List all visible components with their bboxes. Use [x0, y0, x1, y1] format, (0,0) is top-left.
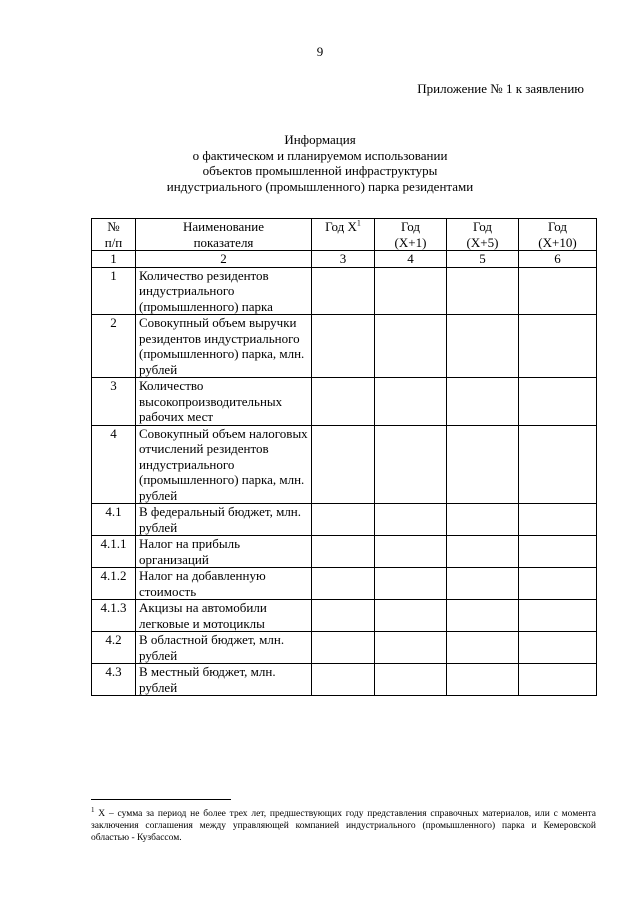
header-year-x5: Год (X+5) [447, 219, 519, 251]
value-year-x5 [447, 378, 519, 426]
indicator-name: Налог на добавленную стоимость [136, 568, 312, 600]
header-year-x1: Год (X+1) [375, 219, 447, 251]
value-year-x5 [447, 664, 519, 696]
title-line-4: индустриального (промышленного) парка резидентами [166, 178, 474, 194]
table-row [92, 378, 597, 426]
value-year-x1 [375, 425, 447, 504]
value-year-x1 [375, 536, 447, 568]
value-year-x10 [519, 267, 597, 315]
value-year-x5 [447, 632, 519, 664]
value-year-x1 [375, 378, 447, 426]
row-number: 4.3 [92, 664, 136, 696]
table-row [92, 632, 597, 664]
row-number: 4.1 [92, 504, 136, 536]
col-number: 6 [519, 251, 597, 268]
col-number: 3 [312, 251, 375, 268]
table-row [92, 536, 597, 568]
footnote-ref: 1 [356, 218, 361, 228]
header-row [92, 219, 597, 251]
row-number: 4.1.1 [92, 536, 136, 568]
table-row [92, 568, 597, 600]
indicators-table [91, 218, 597, 696]
table-row [92, 600, 597, 632]
column-numbers-row [92, 251, 597, 268]
row-number: 3 [92, 378, 136, 426]
value-year-x [312, 632, 375, 664]
value-year-x10 [519, 315, 597, 378]
value-year-x [312, 504, 375, 536]
value-year-x10 [519, 568, 597, 600]
value-year-x [312, 536, 375, 568]
title-line-2: о фактическом и планируемом использовании [192, 147, 448, 163]
value-year-x5 [447, 568, 519, 600]
value-year-x5 [447, 600, 519, 632]
indicator-name: Количество высокопроизводительных рабочих мест [136, 378, 312, 426]
table-row [92, 315, 597, 378]
indicator-name: Совокупный объем налоговых отчислений резидентов индустриального (промышленного) парка, млн. рублей [136, 425, 312, 504]
value-year-x1 [375, 664, 447, 696]
page-number: 9 [316, 44, 324, 59]
header-num: № п/п [92, 219, 136, 251]
value-year-x10 [519, 632, 597, 664]
value-year-x [312, 425, 375, 504]
value-year-x10 [519, 600, 597, 632]
value-year-x10 [519, 664, 597, 696]
value-year-x10 [519, 536, 597, 568]
value-year-x [312, 600, 375, 632]
col-number: 4 [375, 251, 447, 268]
table-row [92, 267, 597, 315]
indicator-name: В областной бюджет, млн. рублей [136, 632, 312, 664]
value-year-x1 [375, 568, 447, 600]
table-row [92, 504, 597, 536]
indicator-name: Количество резидентов индустриального (промышленного) парка [136, 267, 312, 315]
row-number: 4.1.2 [92, 568, 136, 600]
row-number: 1 [92, 267, 136, 315]
indicator-name: В федеральный бюджет, млн. рублей [136, 504, 312, 536]
footnote-divider [91, 799, 231, 800]
col-number: 5 [447, 251, 519, 268]
header-year-x: Год X$^1$ [312, 219, 375, 251]
indicator-name: Налог на прибыль организаций [136, 536, 312, 568]
value-year-x1 [375, 600, 447, 632]
value-year-x5 [447, 425, 519, 504]
document-title [0, 132, 640, 194]
value-year-x10 [519, 378, 597, 426]
value-year-x10 [519, 504, 597, 536]
row-number: 4 [92, 425, 136, 504]
header-year-x10: Год (X+10) [519, 219, 597, 251]
value-year-x [312, 315, 375, 378]
col-number: 2 [136, 251, 312, 268]
value-year-x1 [375, 267, 447, 315]
value-year-x1 [375, 315, 447, 378]
table-row [92, 664, 597, 696]
value-year-x [312, 378, 375, 426]
indicator-name: В местный бюджет, млн. рублей [136, 664, 312, 696]
table-row [92, 425, 597, 504]
value-year-x5 [447, 315, 519, 378]
value-year-x10 [519, 425, 597, 504]
header-name: Наименование показателя [136, 219, 312, 251]
appendix-label: Приложение № 1 к заявлению [417, 81, 584, 96]
footnote [91, 804, 596, 844]
value-year-x [312, 267, 375, 315]
col-number: 1 [92, 251, 136, 268]
row-number: 4.2 [92, 632, 136, 664]
indicator-name: Совокупный объем выручки резидентов индустриального (промышленного) парка, млн. рублей [136, 315, 312, 378]
value-year-x5 [447, 536, 519, 568]
footnote-marker: 1 [91, 806, 95, 814]
indicator-name: Акцизы на автомобили легковые и мотоциклы [136, 600, 312, 632]
value-year-x1 [375, 504, 447, 536]
value-year-x5 [447, 267, 519, 315]
title-line-3: объектов промышленной инфраструктуры [202, 163, 438, 178]
value-year-x1 [375, 632, 447, 664]
footnote-text: X – сумма за период не более трех лет, предшествующих году представления справочных материалов, или с момента заключения соглашения между управляющей компанией индустриального (промышленного) парка и Кемеровской областью - Кузбассом. [91, 809, 596, 844]
row-number: 4.1.3 [92, 600, 136, 632]
title-line-1: Информация [284, 132, 356, 147]
value-year-x5 [447, 504, 519, 536]
value-year-x [312, 568, 375, 600]
row-number: 2 [92, 315, 136, 378]
value-year-x [312, 664, 375, 696]
